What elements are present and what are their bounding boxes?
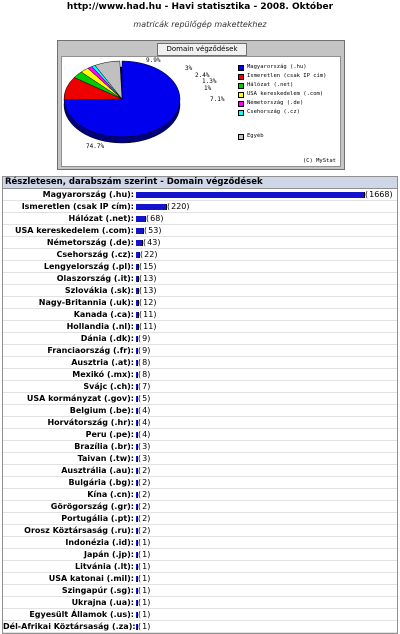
row-count: 9 xyxy=(142,334,148,343)
row-label: Japán (.jp): xyxy=(84,550,134,559)
row-count: 1 xyxy=(142,562,148,571)
row-bar xyxy=(136,456,138,462)
row-bar xyxy=(136,504,138,510)
table-row xyxy=(3,297,397,309)
row-bar xyxy=(136,396,138,402)
row-label: USA katonai (.mil): xyxy=(48,574,134,583)
row-bar xyxy=(136,204,167,210)
row-count: 1 xyxy=(142,550,148,559)
table-row xyxy=(3,585,397,597)
table-row xyxy=(3,417,397,429)
row-count: 2 xyxy=(142,526,148,535)
pie-chart-area xyxy=(61,56,341,167)
row-count: 3 xyxy=(142,442,148,451)
table-row xyxy=(3,549,397,561)
row-value: ( 43 ) xyxy=(136,237,397,248)
table-row xyxy=(3,489,397,501)
table-row xyxy=(3,189,397,201)
row-label: Orosz Köztársaság (.ru): xyxy=(24,526,134,535)
row-label: Ausztria (.at): xyxy=(71,358,134,367)
table-row xyxy=(3,261,397,273)
pie-label-egyeb: 7.1% xyxy=(210,96,225,103)
pie-chart-panel xyxy=(57,40,345,170)
row-bar xyxy=(136,336,138,342)
row-label: Ausztrália (.au): xyxy=(61,466,134,475)
table-row xyxy=(3,537,397,549)
row-label: Bulgária (.bg): xyxy=(68,478,134,487)
table-row xyxy=(3,393,397,405)
row-bar xyxy=(136,312,139,318)
table-row xyxy=(3,573,397,585)
row-label: Hollandia (.nl): xyxy=(66,322,134,331)
row-label: Egyesült Államok (.us): xyxy=(29,610,134,619)
row-value: ( 2 ) xyxy=(138,514,151,523)
row-label: Horvátország (.hr): xyxy=(47,418,134,427)
row-count: 2 xyxy=(142,502,148,511)
table-row xyxy=(3,273,397,285)
legend-swatch xyxy=(238,83,244,89)
row-bar xyxy=(136,600,138,606)
row-bar xyxy=(136,264,139,270)
pie-label-hu-other: 9.9% xyxy=(146,57,161,64)
table-row xyxy=(3,453,397,465)
row-bar xyxy=(136,612,138,618)
row-bar xyxy=(136,516,138,522)
row-bar xyxy=(136,240,143,246)
row-count: 8 xyxy=(142,358,148,367)
row-bar xyxy=(136,348,138,354)
table-row xyxy=(3,345,397,357)
row-label: USA kereskedelem (.com): xyxy=(15,226,134,235)
legend-swatch xyxy=(238,110,244,116)
row-count: 68 xyxy=(150,214,161,223)
table-row xyxy=(3,225,397,237)
row-label: Lengyelország (.pl): xyxy=(43,262,134,271)
pie-label-net: 3% xyxy=(185,65,193,72)
pie-label-hu: 74.7% xyxy=(86,143,105,150)
row-bar xyxy=(136,408,138,414)
pie-legend xyxy=(238,64,338,142)
row-count: 4 xyxy=(142,430,148,439)
row-bar xyxy=(136,540,138,546)
table-row xyxy=(3,285,397,297)
table-row xyxy=(3,357,397,369)
row-count: 1 xyxy=(142,574,148,583)
table-row xyxy=(3,561,397,573)
row-bar xyxy=(136,384,138,390)
legend-item: USA kereskedelem (.com) xyxy=(238,91,338,100)
table-header: Részletesen, darabszám szerint - Domain végződések xyxy=(3,177,397,189)
row-label: Indonézia (.id): xyxy=(65,538,134,547)
row-label: Franciaország (.fr): xyxy=(47,346,134,355)
table-row xyxy=(3,609,397,621)
row-label: Mexikó (.mx): xyxy=(72,370,134,379)
row-value: ( 1 ) xyxy=(138,610,151,619)
row-value: ( 4 ) xyxy=(138,418,151,427)
row-count: 2 xyxy=(142,490,148,499)
row-bar xyxy=(136,192,365,198)
row-count: 9 xyxy=(142,346,148,355)
pie-copyright: (C) MyStat xyxy=(302,158,336,164)
row-count: 11 xyxy=(143,322,154,331)
row-value: ( 15 ) xyxy=(136,261,397,272)
legend-swatch xyxy=(238,65,244,71)
row-count: 220 xyxy=(171,202,187,211)
row-bar xyxy=(136,444,138,450)
table-row xyxy=(3,321,397,333)
table-row xyxy=(3,525,397,537)
row-bar xyxy=(136,372,138,378)
row-value: ( 2 ) xyxy=(138,502,151,511)
table-row xyxy=(3,201,397,213)
row-label: Olaszország (.it): xyxy=(56,274,134,283)
row-count: 11 xyxy=(143,310,154,319)
row-value: ( 3 ) xyxy=(138,454,151,463)
domain-table xyxy=(2,176,398,634)
row-bar xyxy=(136,528,138,534)
table-body xyxy=(3,189,397,633)
row-bar xyxy=(136,432,138,438)
row-count: 2 xyxy=(142,514,148,523)
row-label: USA kormányzat (.gov): xyxy=(26,394,134,403)
row-count: 1 xyxy=(142,622,148,631)
row-value: ( 13 ) xyxy=(136,285,397,296)
row-value: ( 5 ) xyxy=(138,394,151,403)
row-value: ( 8 ) xyxy=(138,358,151,367)
row-value: ( 13 ) xyxy=(136,273,397,284)
legend-swatch xyxy=(238,92,244,98)
row-value: ( 9 ) xyxy=(138,334,151,343)
row-count: 4 xyxy=(142,406,148,415)
row-count: 1 xyxy=(142,538,148,547)
row-count: 13 xyxy=(143,274,154,283)
legend-item: Hálózat (.net) xyxy=(238,82,338,91)
row-count: 12 xyxy=(143,298,154,307)
row-count: 8 xyxy=(142,370,148,379)
table-row xyxy=(3,309,397,321)
row-count: 1 xyxy=(142,586,148,595)
row-bar xyxy=(136,288,139,294)
table-row xyxy=(3,429,397,441)
table-row xyxy=(3,513,397,525)
row-value: ( 1 ) xyxy=(138,586,151,595)
row-label: Brazília (.br): xyxy=(74,442,134,451)
pie-label-com: 2.4% xyxy=(195,72,210,79)
row-value: ( 7 ) xyxy=(138,382,151,391)
table-row xyxy=(3,237,397,249)
page-title: http://www.had.hu - Havi statisztika - 2008. Október xyxy=(66,2,334,12)
row-bar xyxy=(136,216,146,222)
row-value: ( 68 ) xyxy=(136,213,397,224)
table-row xyxy=(3,405,397,417)
row-label: Litvánia (.lt): xyxy=(74,562,134,571)
row-bar xyxy=(136,276,139,282)
row-count: 13 xyxy=(143,286,154,295)
pie-label-de: 1.3% xyxy=(202,78,217,85)
table-row xyxy=(3,441,397,453)
row-label: Ukrajna (.ua): xyxy=(71,598,134,607)
row-label: Görögország (.gr): xyxy=(50,502,134,511)
row-label: Szlovákia (.sk): xyxy=(64,286,134,295)
legend-swatch xyxy=(238,74,244,80)
row-value: ( 11 ) xyxy=(136,321,397,332)
row-bar xyxy=(136,588,138,594)
row-label: Szingapúr (.sg): xyxy=(61,586,134,595)
row-count: 2 xyxy=(142,478,148,487)
row-bar xyxy=(136,324,139,330)
row-bar xyxy=(136,492,138,498)
row-count: 1 xyxy=(142,598,148,607)
row-bar xyxy=(136,576,138,582)
row-label: Kanada (.ca): xyxy=(73,310,134,319)
row-value: ( 2 ) xyxy=(138,490,151,499)
row-value: ( 53 ) xyxy=(136,225,397,236)
row-count: 3 xyxy=(142,454,148,463)
row-count: 43 xyxy=(147,238,158,247)
row-count: 7 xyxy=(142,382,148,391)
row-label: Portugália (.pt): xyxy=(61,514,134,523)
legend-item: Magyarország (.hu) xyxy=(238,64,338,73)
table-row xyxy=(3,501,397,513)
row-bar xyxy=(136,468,138,474)
legend-item-egyeb: Egyéb xyxy=(238,133,338,142)
legend-item: Ismeretlen (csak IP cím) xyxy=(238,73,338,82)
row-value: ( 3 ) xyxy=(138,442,151,451)
row-value: ( 1 ) xyxy=(138,562,151,571)
row-count: 5 xyxy=(142,394,148,403)
table-row xyxy=(3,477,397,489)
row-value: ( 12 ) xyxy=(136,297,397,308)
row-value: ( 220 ) xyxy=(136,201,397,212)
row-value: ( 1 ) xyxy=(138,574,151,583)
row-label: Svájc (.ch): xyxy=(83,382,134,391)
row-value: ( 1 ) xyxy=(138,550,151,559)
row-bar xyxy=(136,420,138,426)
row-value: ( 8 ) xyxy=(138,370,151,379)
row-value: ( 1 ) xyxy=(138,622,151,631)
row-value: ( 4 ) xyxy=(138,430,151,439)
row-label: Németország (.de): xyxy=(46,238,134,247)
legend-item: Csehország (.cz) xyxy=(238,109,338,118)
row-bar xyxy=(136,300,139,306)
row-value: ( 1 ) xyxy=(138,598,151,607)
table-row xyxy=(3,465,397,477)
row-label: Dánia (.dk): xyxy=(80,334,134,343)
row-label: Peru (.pe): xyxy=(85,430,134,439)
pie-label-cz: 1% xyxy=(204,85,212,92)
row-label: Dél-Afrikai Köztársaság (.za): xyxy=(3,622,136,631)
row-bar xyxy=(136,480,138,486)
row-value: ( 22 ) xyxy=(136,249,397,260)
pie-chart-title: Domain végződések xyxy=(157,43,247,56)
table-row xyxy=(3,333,397,345)
row-value: ( 2 ) xyxy=(138,478,151,487)
row-value: ( 11 ) xyxy=(136,309,397,320)
row-bar xyxy=(136,228,144,234)
row-label: Belgium (.be): xyxy=(69,406,134,415)
row-bar xyxy=(136,564,138,570)
row-count: 15 xyxy=(143,262,154,271)
legend-swatch xyxy=(238,101,244,107)
row-count: 4 xyxy=(142,418,148,427)
row-value: ( 1668 ) xyxy=(136,189,397,200)
row-count: 1 xyxy=(142,610,148,619)
row-bar xyxy=(136,624,138,630)
row-count: 2 xyxy=(142,466,148,475)
table-row xyxy=(3,249,397,261)
row-label: Hálózat (.net): xyxy=(68,214,134,223)
row-label: Magyarország (.hu): xyxy=(42,190,134,199)
row-count: 22 xyxy=(144,250,155,259)
row-label: Ismeretlen (csak IP cím): xyxy=(21,202,134,211)
table-row xyxy=(3,369,397,381)
row-label: Taivan (.tw): xyxy=(77,454,134,463)
legend-item: Németország (.de) xyxy=(238,100,338,109)
row-label: Kína (.cn): xyxy=(87,490,134,499)
page-subtitle: matricák repülőgép makettekhez xyxy=(133,20,267,29)
row-bar xyxy=(136,552,138,558)
row-label: Nagy-Britannia (.uk): xyxy=(38,298,134,307)
row-value: ( 1 ) xyxy=(138,538,151,547)
row-bar xyxy=(136,252,140,258)
table-row xyxy=(3,213,397,225)
row-value: ( 4 ) xyxy=(138,406,151,415)
row-value: ( 9 ) xyxy=(138,346,151,355)
table-row xyxy=(3,597,397,609)
row-count: 1668 xyxy=(369,190,390,199)
row-value: ( 2 ) xyxy=(138,526,151,535)
legend-swatch xyxy=(238,134,244,140)
row-bar xyxy=(136,360,138,366)
row-count: 53 xyxy=(148,226,159,235)
table-row xyxy=(3,381,397,393)
row-label: Csehország (.cz): xyxy=(56,250,134,259)
table-row xyxy=(3,621,397,633)
row-value: ( 2 ) xyxy=(138,466,151,475)
